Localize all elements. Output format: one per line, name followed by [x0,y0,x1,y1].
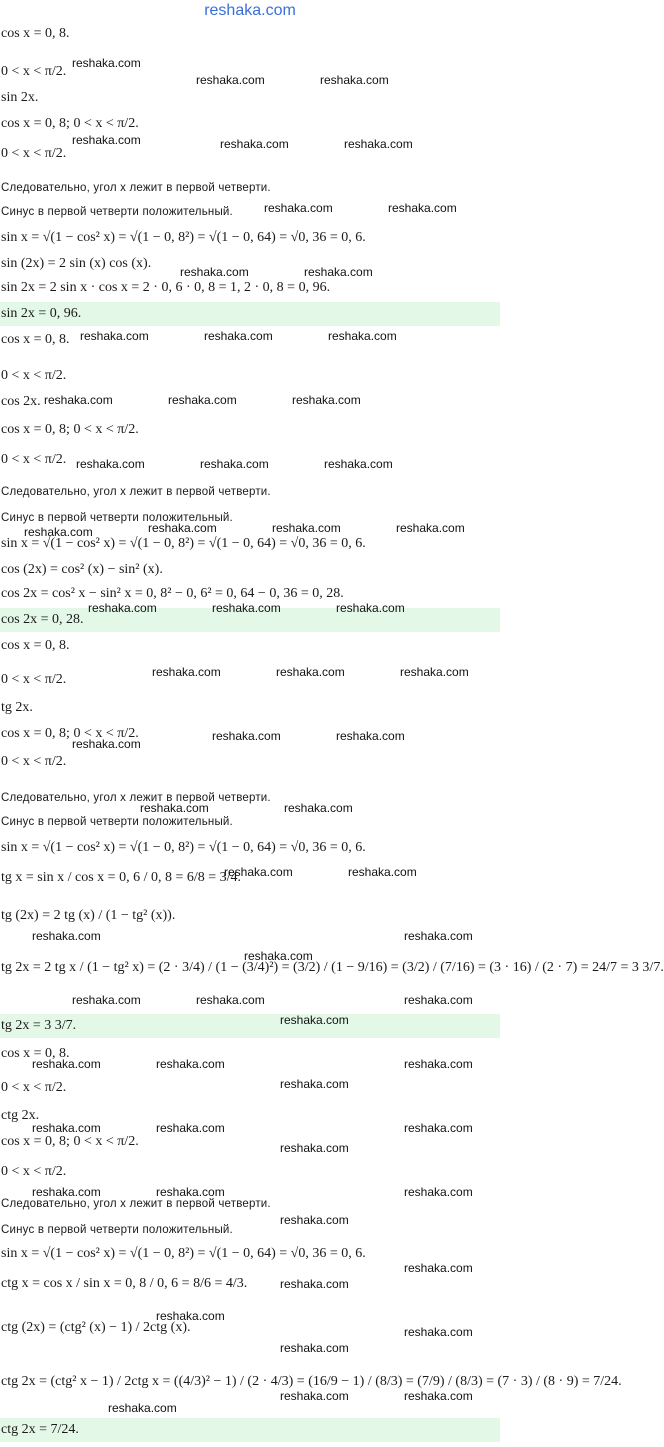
task-line: sin 2x. [1,90,39,105]
watermark: reshaka.com [344,137,413,151]
sign-text: Синус в первой четверти положительный. [1,206,233,218]
site-title[interactable]: reshaka.com [204,2,296,19]
watermark: reshaka.com [196,993,265,1007]
watermark: reshaka.com [88,601,157,615]
watermark: reshaka.com [140,801,209,815]
formula-line: ctg 2x = (ctg² x − 1) / 2ctg x = ((4/3)² − 1) / (2 · 4/3) = (16/9 − 1) / (8/3) = (7/9) / (8/3) = (7 · 3) / (8 · 9) = 7/24. [1,1374,622,1389]
formula-line: cos 2x = cos² x − sin² x = 0, 8² − 0, 6² = 0, 64 − 0, 36 = 0, 28. [1,586,344,601]
watermark: reshaka.com [156,1185,225,1199]
watermark: reshaka.com [156,1121,225,1135]
watermark: reshaka.com [404,1325,473,1339]
quadrant-text: Следовательно, угол x лежит в первой четверти. [1,486,271,498]
watermark: reshaka.com [72,56,141,70]
formula-line: ctg (2x) = (ctg² (x) − 1) / 2ctg (x). [1,1320,191,1335]
given-line: cos x = 0, 8. [1,1046,70,1061]
watermark: reshaka.com [292,393,361,407]
watermark: reshaka.com [204,329,273,343]
watermark: reshaka.com [72,737,141,751]
task-line: cos 2x. [1,394,41,409]
watermark: reshaka.com [264,201,333,215]
condition-line: cos x = 0, 8; 0 < x < π/2. [1,422,139,437]
watermark: reshaka.com [276,665,345,679]
formula-line: sin (2x) = 2 sin (x) cos (x). [1,256,152,271]
watermark: reshaka.com [396,521,465,535]
answer-line: cos 2x = 0, 28. [0,608,500,632]
watermark: reshaka.com [304,265,373,279]
range-line: 0 < x < π/2. [1,146,67,161]
watermark: reshaka.com [284,801,353,815]
watermark: reshaka.com [280,1389,349,1403]
watermark: reshaka.com [280,1013,349,1027]
range-line: 0 < x < π/2. [1,1164,67,1179]
watermark: reshaka.com [212,601,281,615]
formula-line: tg x = sin x / cos x = 0, 6 / 0, 8 = 6/8 = 3/4. [1,870,242,885]
formula-line: cos (2x) = cos² (x) − sin² (x). [1,562,163,577]
watermark: reshaka.com [32,929,101,943]
task-line: ctg 2x. [1,1108,40,1123]
watermark: reshaka.com [404,1261,473,1275]
formula-line: sin x = √(1 − cos² x) = √(1 − 0, 8²) = √(1 − 0, 64) = √0, 36 = 0, 6. [1,536,366,551]
formula-line: sin x = √(1 − cos² x) = √(1 − 0, 8²) = √(1 − 0, 64) = √0, 36 = 0, 6. [1,840,366,855]
watermark: reshaka.com [404,1057,473,1071]
range-line: 0 < x < π/2. [1,452,67,467]
sign-text: Синус в первой четверти положительный. [1,816,233,828]
watermark: reshaka.com [280,1213,349,1227]
watermark: reshaka.com [320,73,389,87]
watermark: reshaka.com [280,1141,349,1155]
formula-line: sin x = √(1 − cos² x) = √(1 − 0, 8²) = √(1 − 0, 64) = √0, 36 = 0, 6. [1,230,366,245]
formula-line: ctg x = cos x / sin x = 0, 8 / 0, 6 = 8/6 = 4/3. [1,1276,248,1291]
condition-line: cos x = 0, 8; 0 < x < π/2. [1,726,139,741]
watermark: reshaka.com [272,521,341,535]
watermark: reshaka.com [336,601,405,615]
watermark: reshaka.com [32,1057,101,1071]
formula-line: tg 2x = 2 tg x / (1 − tg² x) = (2 · 3/4) / (1 − (3/4)²) = (3/2) / (1 − 9/16) = (3/2) / (7/16) = (3 · 16) / (2 · 7) = 24/7 = 3 3/7. [1,960,664,975]
watermark: reshaka.com [280,1341,349,1355]
answer-line: tg 2x = 3 3/7. [0,1014,500,1038]
watermark: reshaka.com [76,457,145,471]
given-line: cos x = 0, 8. [1,638,70,653]
quadrant-text: Следовательно, угол x лежит в первой четверти. [1,1198,271,1210]
watermark: reshaka.com [404,1185,473,1199]
watermark: reshaka.com [212,729,281,743]
watermark: reshaka.com [168,393,237,407]
watermark: reshaka.com [24,525,93,539]
range-line: 0 < x < π/2. [1,64,67,79]
answer-line: ctg 2x = 7/24. [0,1418,500,1442]
watermark: reshaka.com [32,1121,101,1135]
condition-line: cos x = 0, 8; 0 < x < π/2. [1,1134,139,1149]
watermark: reshaka.com [180,265,249,279]
watermark: reshaka.com [388,201,457,215]
quadrant-text: Следовательно, угол x лежит в первой четверти. [1,792,271,804]
answer-line: sin 2x = 0, 96. [0,302,500,326]
range-line: 0 < x < π/2. [1,672,67,687]
watermark: reshaka.com [224,865,293,879]
task-line: tg 2x. [1,700,33,715]
watermark: reshaka.com [348,865,417,879]
formula-line: sin x = √(1 − cos² x) = √(1 − 0, 8²) = √(1 − 0, 64) = √0, 36 = 0, 6. [1,1246,366,1261]
watermark: reshaka.com [196,73,265,87]
quadrant-text: Следовательно, угол x лежит в первой четверти. [1,182,271,194]
watermark: reshaka.com [108,1401,177,1415]
watermark: reshaka.com [44,393,113,407]
given-line: cos x = 0, 8. [1,26,70,41]
watermark: reshaka.com [280,1277,349,1291]
range-line: 0 < x < π/2. [1,368,67,383]
watermark: reshaka.com [404,993,473,1007]
condition-line: cos x = 0, 8; 0 < x < π/2. [1,116,139,131]
range-line: 0 < x < π/2. [1,1080,67,1095]
formula-line: sin 2x = 2 sin x · cos x = 2 · 0, 6 · 0, 8 = 1, 2 · 0, 8 = 0, 96. [1,280,331,295]
watermark: reshaka.com [152,665,221,679]
watermark: reshaka.com [156,1309,225,1323]
formula-line: tg (2x) = 2 tg (x) / (1 − tg² (x)). [1,908,176,923]
watermark: reshaka.com [80,329,149,343]
watermark: reshaka.com [200,457,269,471]
watermark: reshaka.com [280,1077,349,1091]
watermark: reshaka.com [220,137,289,151]
given-line: cos x = 0, 8. [1,332,70,347]
watermark: reshaka.com [72,133,141,147]
watermark: reshaka.com [324,457,393,471]
watermark: reshaka.com [404,1389,473,1403]
watermark: reshaka.com [72,993,141,1007]
watermark: reshaka.com [244,949,313,963]
watermark: reshaka.com [148,521,217,535]
watermark: reshaka.com [32,1185,101,1199]
watermark: reshaka.com [336,729,405,743]
watermark: reshaka.com [328,329,397,343]
watermark: reshaka.com [400,665,469,679]
sign-text: Синус в первой четверти положительный. [1,512,233,524]
watermark: reshaka.com [404,1121,473,1135]
watermark: reshaka.com [156,1057,225,1071]
range-line: 0 < x < π/2. [1,754,67,769]
sign-text: Синус в первой четверти положительный. [1,1224,233,1236]
watermark: reshaka.com [404,929,473,943]
